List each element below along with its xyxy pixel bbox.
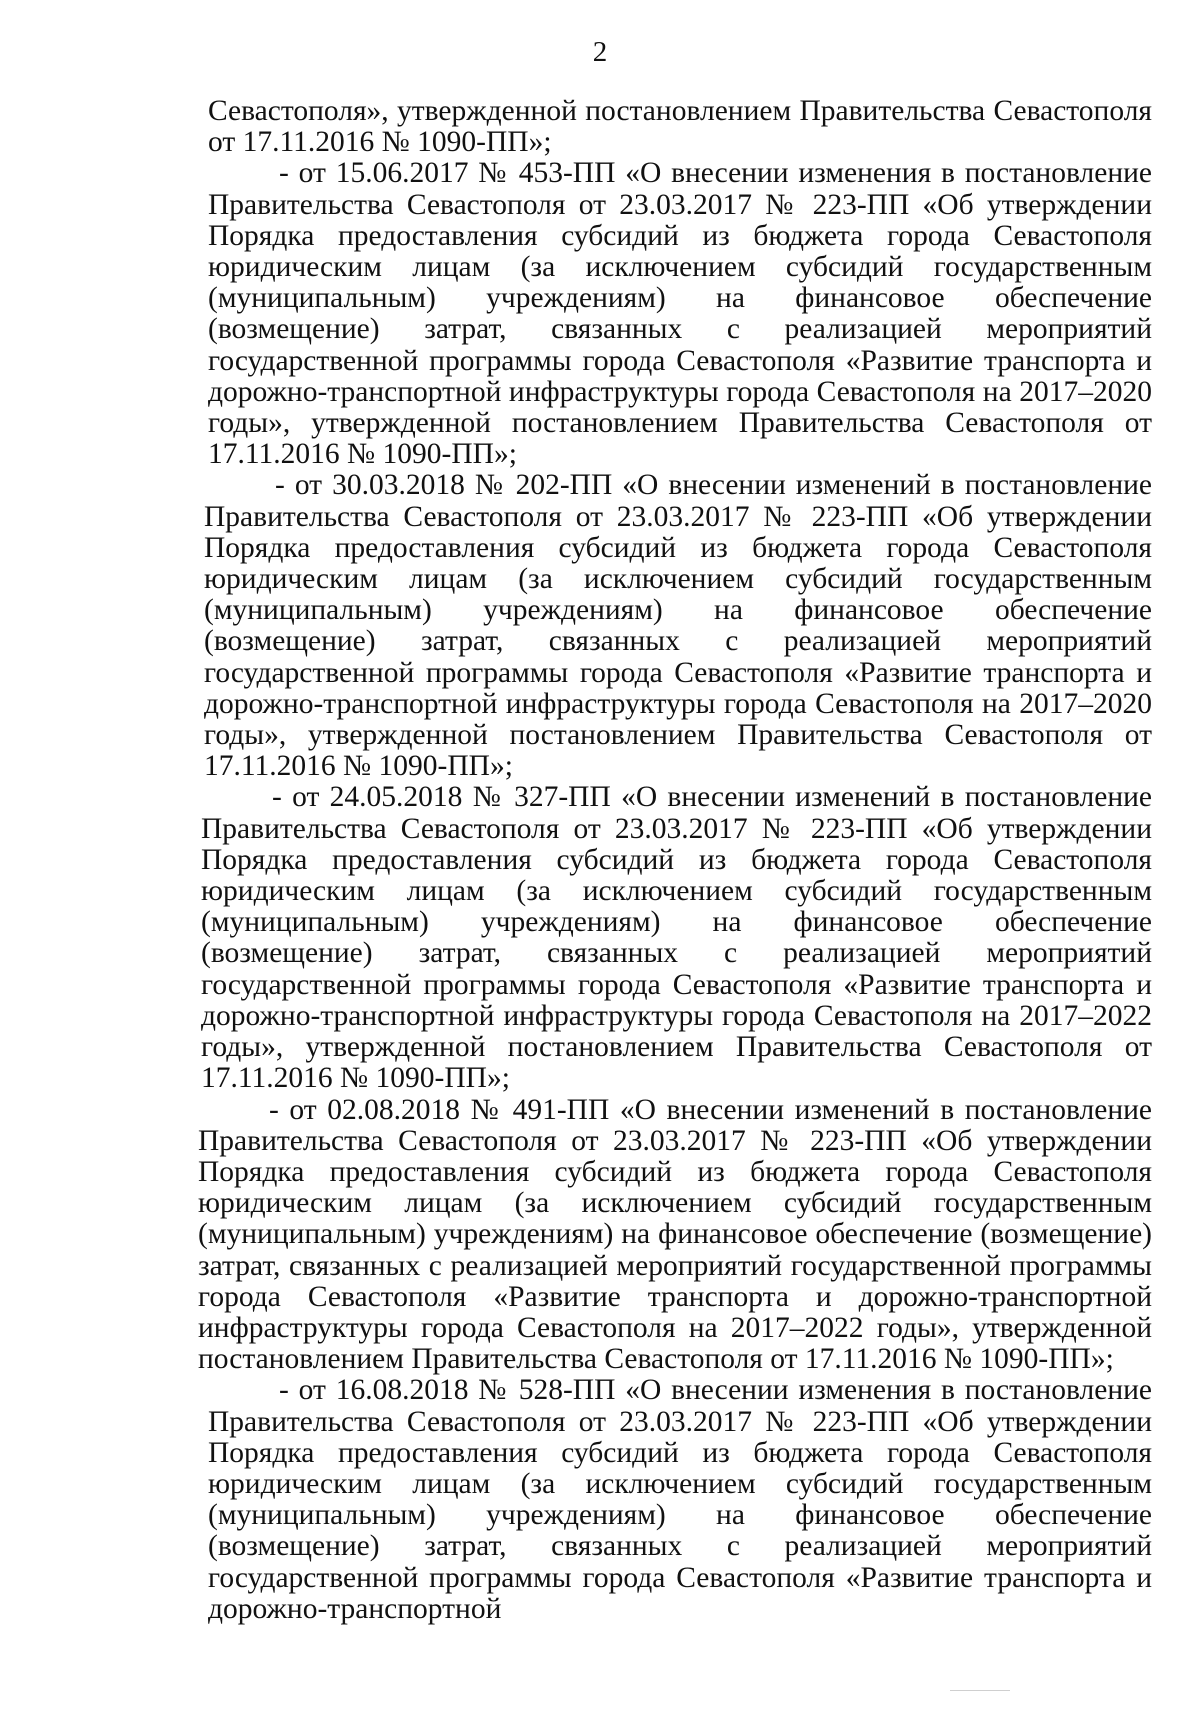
- page-number: 2: [592, 36, 608, 68]
- document-body: [198, 95, 1152, 1625]
- amendment-item-528: - от 16.08.2018 № 528-ПП «О внесении изменения в постановление Правительства Севастополя от 23.03.2017 № 223-ПП «Об утверждении Порядка предоставления субсидий из бюджета города Севастополя юридическим лицам (за исключением субсидий государственным (муниципальным) учреждениям) на финансовое обеспечение (возмещение) затрат, связанных с реализацией мероприятий государственной программы города Севастополя «Развитие транспорта и дорожно-транспортной: [208, 1374, 1152, 1625]
- amendment-item-202: - от 30.03.2018 № 202-ПП «О внесении изменений в постановление Правительства Севастополя от 23.03.2017 № 223-ПП «Об утверждении Порядка предоставления субсидий из бюджета города Севастополя юридическим лицам (за исключением субсидий государственным (муниципальным) учреждениям) на финансовое обеспечение (возмещение) затрат, связанных с реализацией мероприятий государственной программы города Севастополя «Развитие транспорта и дорожно-транспортной инфраструктуры города Севастополя на 2017–2020 годы», утвержденной постановлением Правительства Севастополя от 17.11.2016 № 1090-ПП»;: [204, 469, 1152, 783]
- amendment-item-327: - от 24.05.2018 № 327-ПП «О внесении изменений в постановление Правительства Севастополя от 23.03.2017 № 223-ПП «Об утверждении Порядка предоставления субсидий из бюджета города Севастополя юридическим лицам (за исключением субсидий государственным (муниципальным) учреждениям) на финансовое обеспечение (возмещение) затрат, связанных с реализацией мероприятий государственной программы города Севастополя «Развитие транспорта и дорожно-транспортной инфраструктуры города Севастополя на 2017–2022 годы», утвержденной постановлением Правительства Севастополя от 17.11.2016 № 1090-ПП»;: [201, 781, 1152, 1095]
- amendment-item-453: - от 15.06.2017 № 453-ПП «О внесении изменения в постановление Правительства Севастополя от 23.03.2017 № 223-ПП «Об утверждении Порядка предоставления субсидий из бюджета города Севастополя юридическим лицам (за исключением субсидий государственным (муниципальным) учреждениям) на финансовое обеспечение (возмещение) затрат, связанных с реализацией мероприятий государственной программы города Севастополя «Развитие транспорта и дорожно-транспортной инфраструктуры города Севастополя на 2017–2020 годы», утвержденной постановлением Правительства Севастополя от 17.11.2016 № 1090-ПП»;: [208, 157, 1152, 471]
- amendment-item-491: - от 02.08.2018 № 491-ПП «О внесении изменений в постановление Правительства Севастополя от 23.03.2017 № 223-ПП «Об утверждении Порядка предоставления субсидий из бюджета города Севастополя юридическим лицам (за исключением субсидий государственным (муниципальным) учреждениям) на финансовое обеспечение (возмещение) затрат, связанных с реализацией мероприятий государственной программы города Севастополя «Развитие транспорта и дорожно-транспортной инфраструктуры города Севастополя на 2017–2022 годы», утвержденной постановлением Правительства Севастополя от 17.11.2016 № 1090-ПП»;: [198, 1093, 1152, 1376]
- scan-artifact-line: [950, 1690, 1010, 1691]
- opening-paragraph: Севастополя», утвержденной постановлением Правительства Севастополя от 17.11.2016 № 1090-ПП»;: [208, 95, 1152, 159]
